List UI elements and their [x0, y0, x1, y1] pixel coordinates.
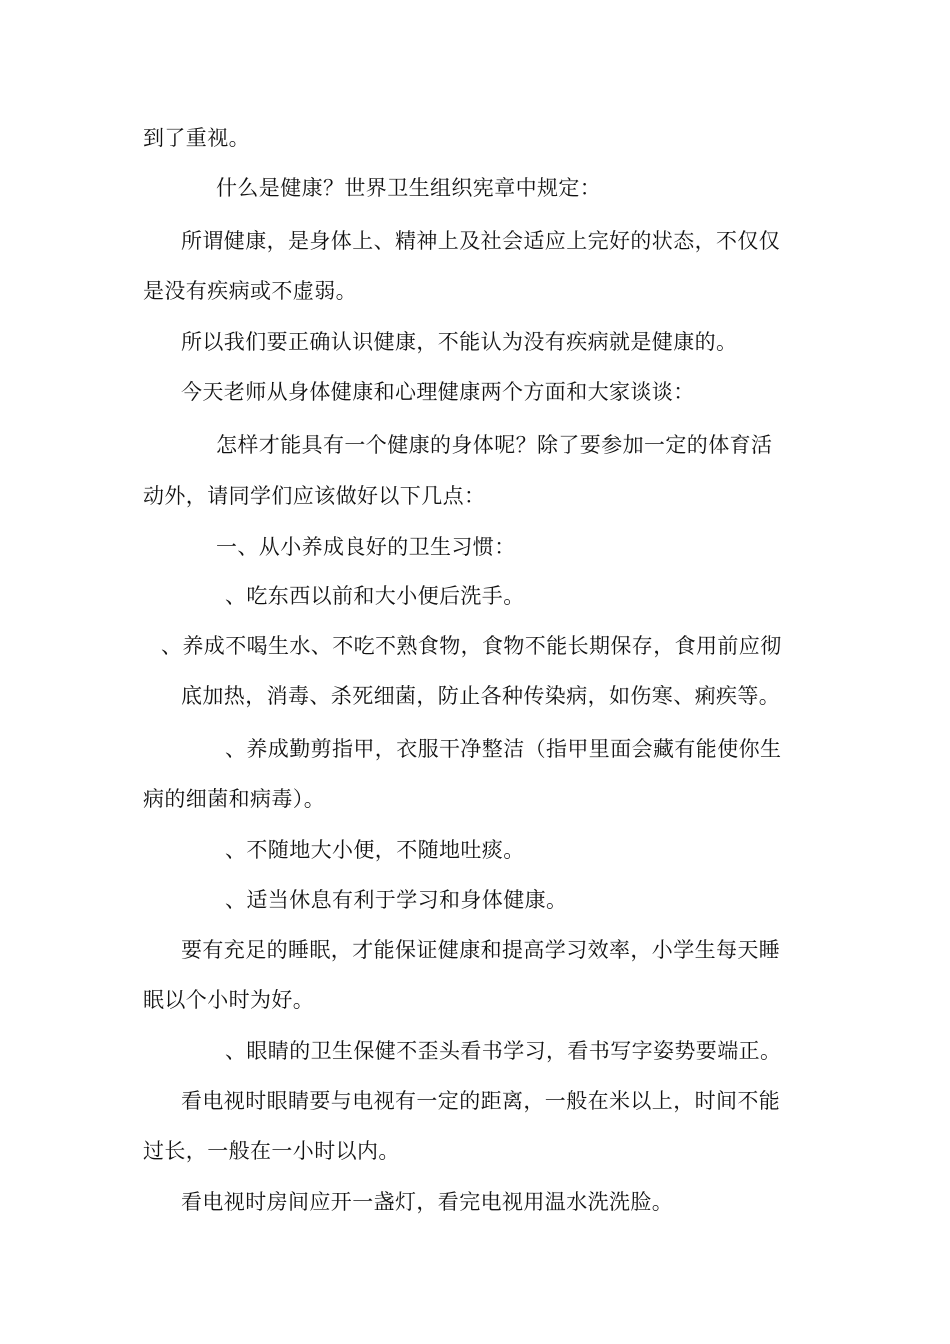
text-line-2: 什么是健康？世界卫生组织宪章中规定：: [216, 176, 602, 200]
text-line-6: 今天老师从身体健康和心理健康两个方面和大家谈谈：: [181, 380, 695, 404]
text-line-9: 一、从小养成良好的卫生习惯：: [216, 535, 516, 559]
text-line-13: 、养成勤剪指甲，衣服干净整洁（指甲里面会藏有能使你生: [225, 737, 782, 761]
text-line-7: 怎样才能具有一个健康的身体呢？除了要参加一定的体育活: [216, 433, 773, 457]
text-line-4: 是没有疾病或不虚弱。: [143, 279, 357, 303]
text-line-16: 、适当休息有利于学习和身体健康。: [225, 888, 568, 912]
text-line-11: 、养成不喝生水、不吃不熟食物，食物不能长期保存，食用前应彻: [161, 634, 782, 658]
text-line-15: 、不随地大小便，不随地吐痰。: [225, 838, 525, 862]
text-line-1: 到了重视。: [143, 126, 250, 150]
text-line-22: 看电视时房间应开一盏灯，看完电视用温水洗洗脸。: [181, 1190, 674, 1214]
text-line-3: 所谓健康，是身体上、精神上及社会适应上完好的状态，不仅仅: [181, 229, 781, 253]
text-line-14: 病的细菌和病毒）。: [143, 787, 326, 811]
text-line-20: 看电视时眼睛要与电视有一定的距离，一般在米以上，时间不能: [181, 1089, 781, 1113]
text-line-19: 、眼睛的卫生保健不歪头看书学习，看书写字姿势要端正。: [225, 1039, 782, 1063]
text-line-18: 眠以个小时为好。: [143, 988, 315, 1012]
text-line-5: 所以我们要正确认识健康，不能认为没有疾病就是健康的。: [181, 330, 738, 354]
text-line-17: 要有充足的睡眠，才能保证健康和提高学习效率，小学生每天睡: [181, 938, 781, 962]
text-line-10: 、吃东西以前和大小便后洗手。: [225, 584, 525, 608]
text-line-8: 动外，请同学们应该做好以下几点：: [143, 484, 486, 508]
text-line-21: 过长，一般在一小时以内。: [143, 1139, 400, 1163]
text-line-12: 底加热，消毒、杀死细菌，防止各种传染病，如伤寒、痢疾等。: [181, 684, 781, 708]
